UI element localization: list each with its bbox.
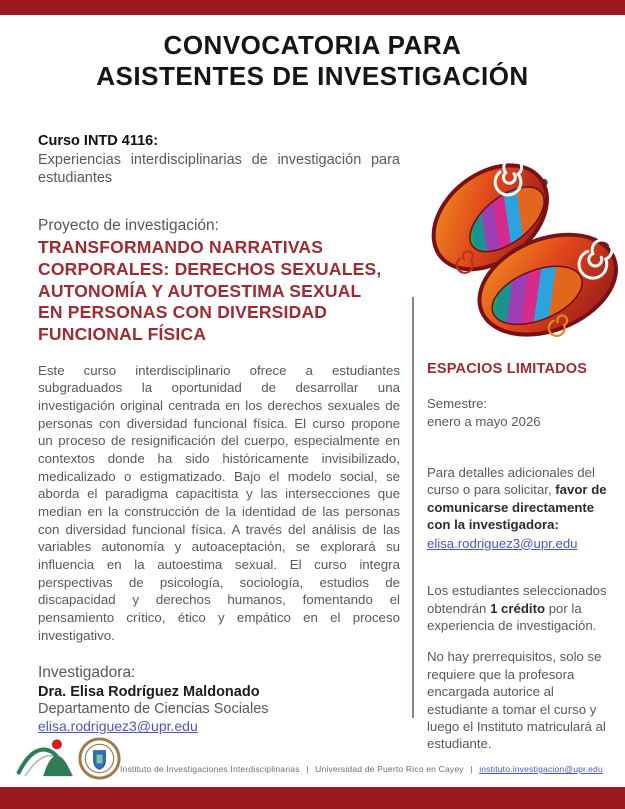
credit-text-end: por la experiencia de investigación. xyxy=(427,600,597,633)
right-column xyxy=(427,360,611,753)
contact-paragraph xyxy=(427,464,611,552)
project-label: Proyecto de investigación: xyxy=(38,217,219,235)
credit-paragraph xyxy=(427,582,611,634)
credit-amount: 1 crédito xyxy=(490,600,546,616)
footer-university: Universidad de Puerto Rico en Cayey xyxy=(315,764,464,774)
investigator-name: Dra. Elisa Rodríguez Maldonado xyxy=(38,684,260,701)
bottom-accent-bar xyxy=(0,787,625,809)
footer-email-link[interactable]: instituto.investigacion@upr.edu xyxy=(479,764,603,774)
limited-spaces-label: ESPACIOS LIMITADOS xyxy=(427,361,588,377)
prerequisites-paragraph: No hay prerrequisitos, solo se requiere que la profesora encargada autorice al estudiante a tomar el curso y luego el Instituto matriculará al estudiante. xyxy=(427,649,606,752)
contact-text-bold: favor de comunicarse directamente con la investigadora: xyxy=(427,482,607,533)
butterfly-icon xyxy=(423,146,621,352)
investigator-department: Departamento de Ciencias Sociales xyxy=(38,701,269,718)
institute-logo-icon xyxy=(16,732,76,784)
course-code-label: Curso INTD 4116: xyxy=(38,133,159,149)
semester-block xyxy=(427,395,611,430)
page-title xyxy=(0,30,625,91)
contact-email-link[interactable]: elisa.rodriguez3@upr.edu xyxy=(427,535,578,551)
project-title: TRANSFORMANDO NARRATIVAS CORPORALES: DERECHOS SEXUALES, AUTONOMÍA Y AUTOESTIMA SEXUAL EN PERSONAS CON DIVERSIDAD FUNCIONAL FÍSICA xyxy=(38,237,382,344)
footer-separator: | xyxy=(306,764,309,774)
top-accent-bar xyxy=(0,0,625,15)
page-title-line2: ASISTENTES DE INVESTIGACIÓN xyxy=(96,60,529,91)
investigator-email-link[interactable]: elisa.rodriguez3@upr.edu xyxy=(38,718,198,735)
page-title-line1: CONVOCATORIA PARA xyxy=(163,30,462,60)
contact-text: Para detalles adicionales del curso o para solicitar, xyxy=(427,464,595,498)
investigator-label: Investigadora: xyxy=(38,664,136,682)
footer-separator-2: | xyxy=(470,764,473,774)
credit-text: Los estudiantes seleccionados obtendrán xyxy=(427,583,607,616)
footer-text xyxy=(120,764,620,774)
course-description: Experiencias interdisciplinarias de investigación para estudiantes xyxy=(38,152,400,187)
semester-label: Semestre: xyxy=(427,396,488,412)
university-seal-icon xyxy=(78,737,121,780)
footer-institute: Instituto de Investigaciones Interdisciplinarias xyxy=(120,764,300,774)
course-summary-paragraph: Este curso interdisciplinario ofrece a estudiantes subgraduados la oportunidad de desarrollar una investigación original centrada en los derechos sexuales de personas con diversidad funcional física. El curso propone un proceso de resignificación del cuerpo, especialmente en contextos donde ha sido históricamente invisibilizado, medicalizado o estigmatizado. Bajo el modelo social, se aborda el paradigma capacitista y las intersecciones que median en la construcción de la identidad de las personas con diversidad funcional física. A través del análisis de las variables autonomía y autoaceptación, se explorará su influencia en la autoestima sexual. El curso integra perspectivas de psicología, sociología, estudios de discapacidad y derechos humanos, fomentando el pensamiento crítico, ético y empático en el proceso investigativo. xyxy=(38,362,400,643)
left-column xyxy=(38,133,400,736)
semester-value: enero a mayo 2026 xyxy=(427,413,541,429)
vertical-divider xyxy=(412,297,414,718)
